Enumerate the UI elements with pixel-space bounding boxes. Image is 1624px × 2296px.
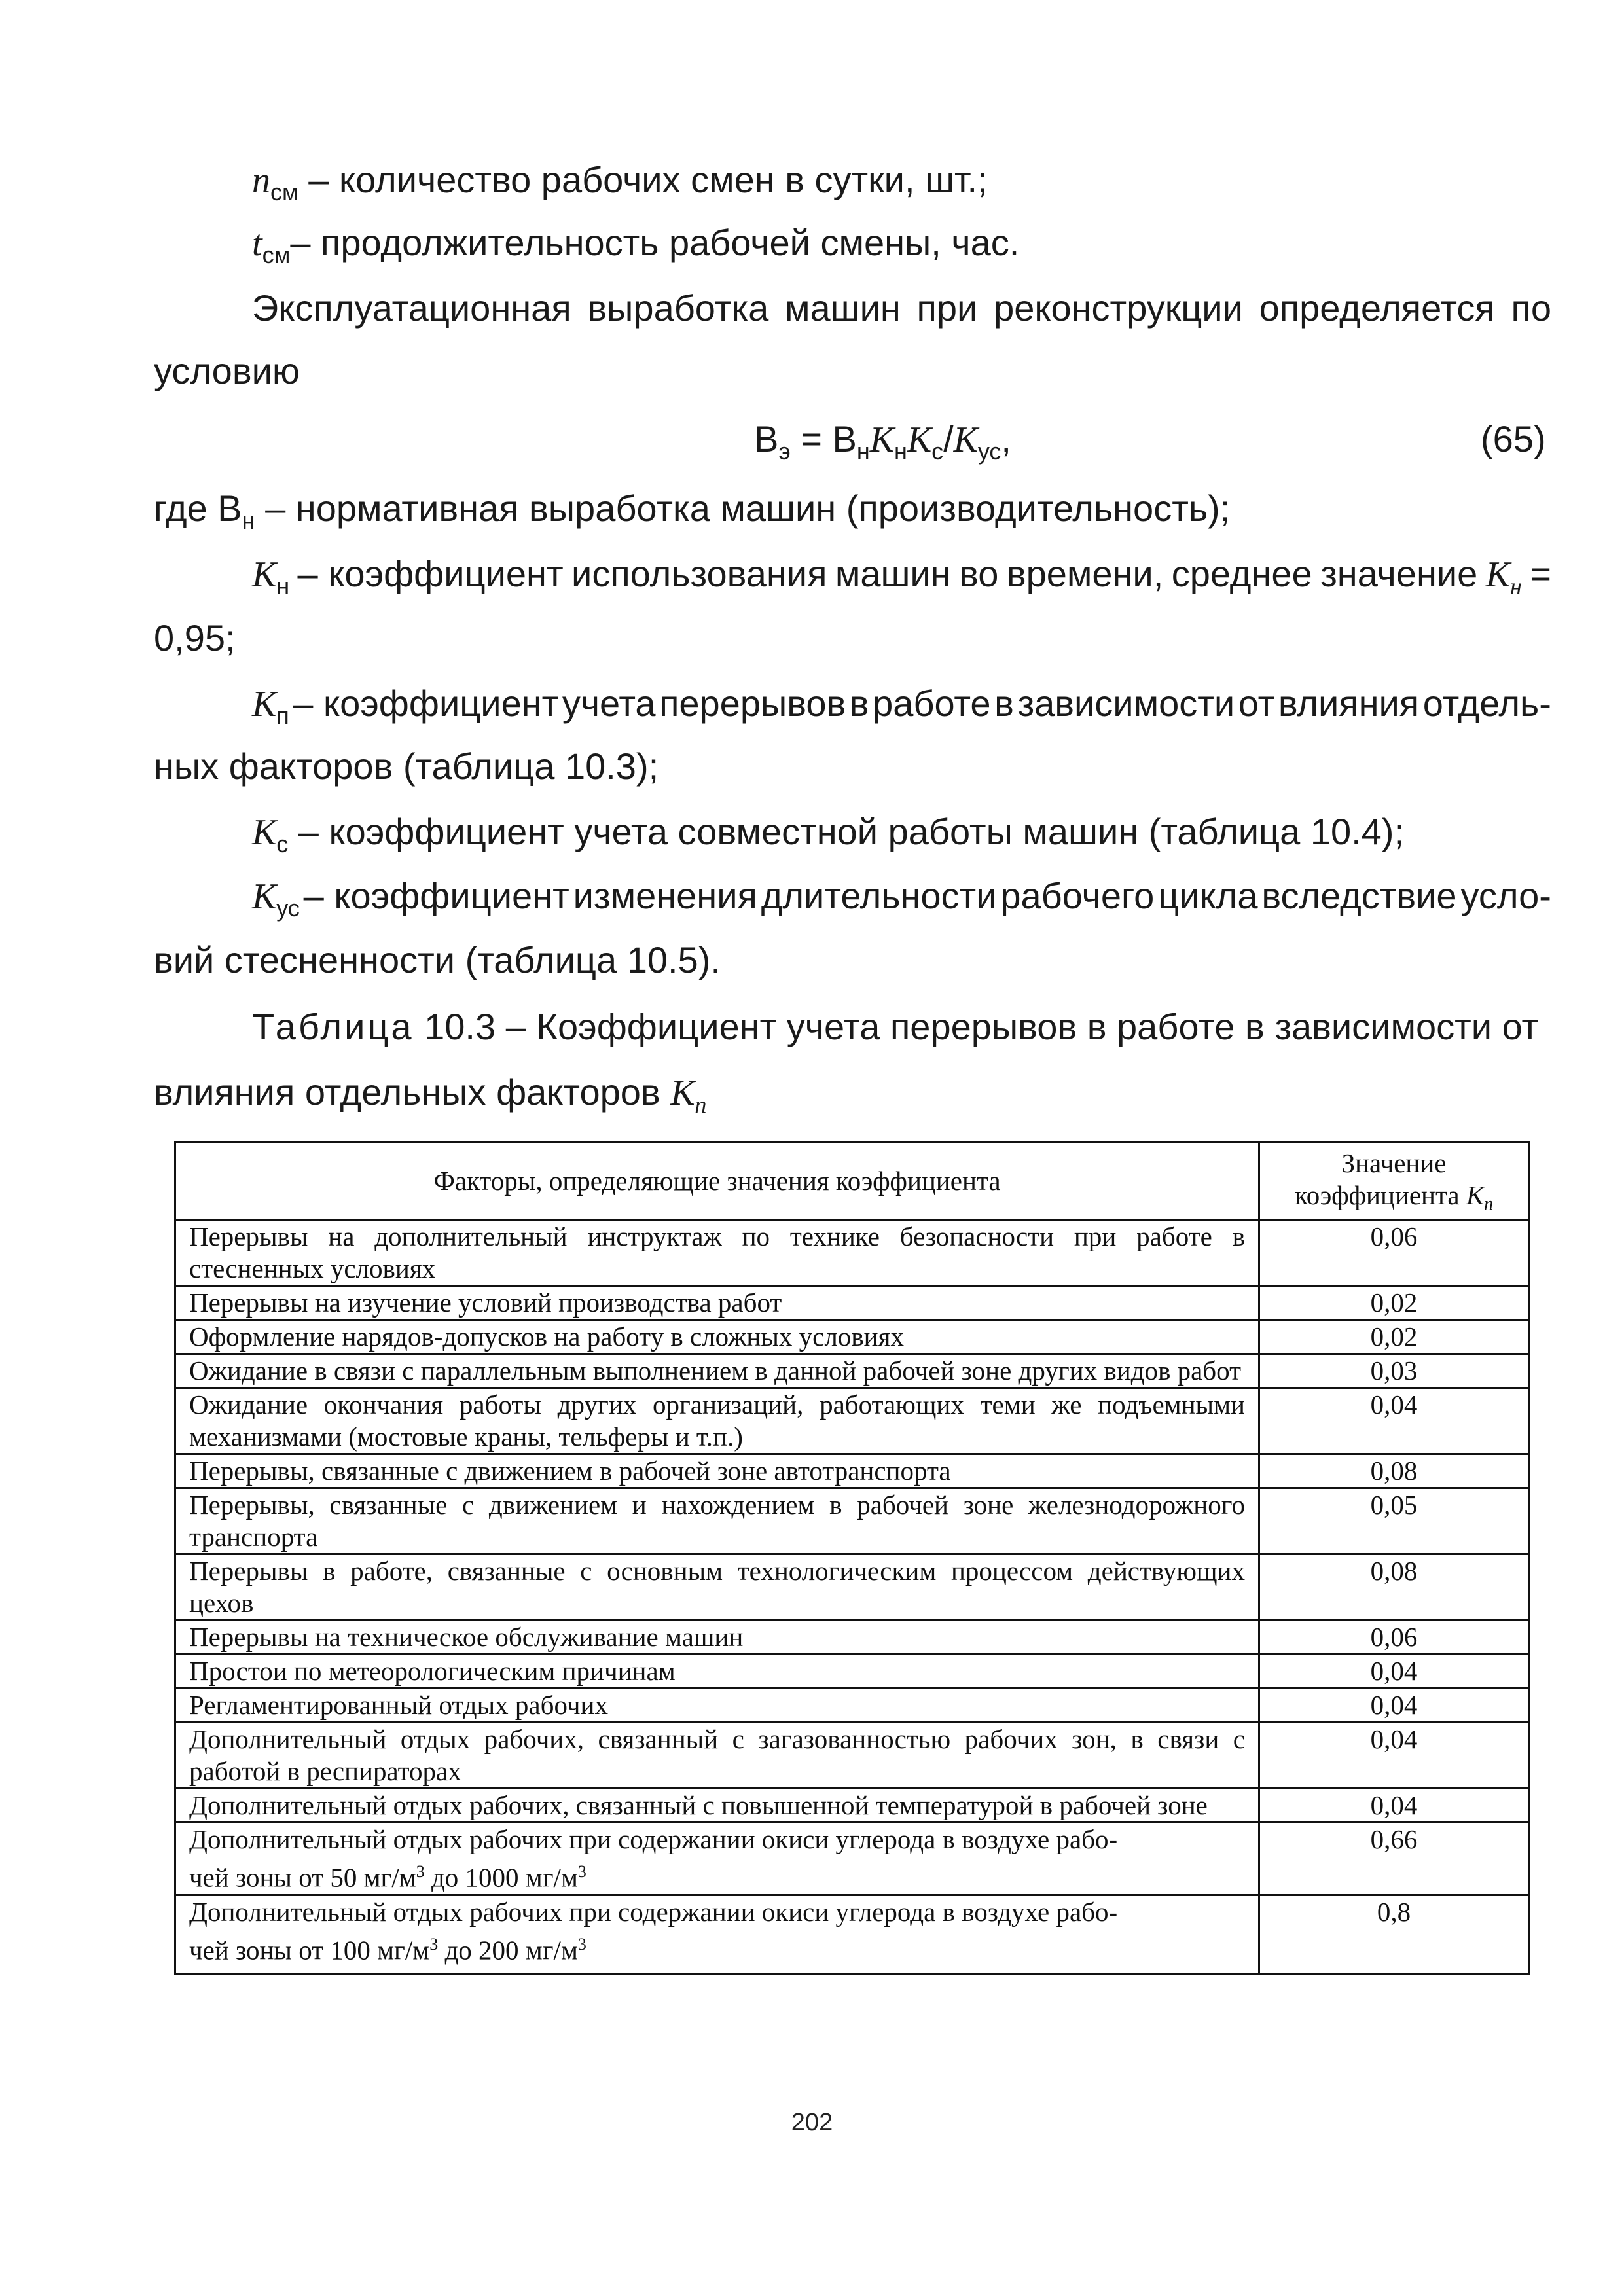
table-row bbox=[175, 1286, 1529, 1320]
word: во bbox=[959, 553, 999, 594]
factor-cell: Перерывы на дополнительный инструктаж по технике безопасности при работе в стесненных условиях bbox=[175, 1220, 1259, 1286]
word: влияния bbox=[1278, 683, 1420, 724]
superscript: 3 bbox=[577, 1862, 586, 1881]
value-cell: 0,02 bbox=[1259, 1320, 1529, 1354]
variable-subscript: ус bbox=[276, 895, 300, 922]
formula-symbol: , bbox=[1001, 418, 1011, 459]
word: в bbox=[849, 683, 869, 724]
table-row bbox=[175, 1723, 1529, 1789]
variable-kn bbox=[1486, 551, 1522, 601]
definition-text: – коэффициент учета совместной работы машин (таблица 10.4); bbox=[288, 811, 1405, 852]
variable-kn bbox=[252, 551, 289, 601]
table-row bbox=[175, 1488, 1529, 1554]
formula-subscript: ус bbox=[977, 438, 1001, 465]
word: в bbox=[994, 683, 1014, 724]
factor-text: до 200 мг/м bbox=[438, 1935, 578, 1965]
value-cell: 0,06 bbox=[1259, 1621, 1529, 1655]
table-row bbox=[175, 1220, 1529, 1286]
header-value-line2: коэффициента bbox=[1294, 1180, 1466, 1210]
variable-symbol: К bbox=[252, 812, 277, 853]
table-row bbox=[175, 1655, 1529, 1689]
word: выработка bbox=[587, 287, 769, 329]
variable-kus bbox=[252, 873, 300, 924]
formula-subscript: н bbox=[893, 438, 907, 465]
word: определяется bbox=[1259, 287, 1495, 329]
table-row bbox=[175, 1320, 1529, 1354]
paragraph-line: вий стесненности (таблица 10.5). bbox=[154, 939, 721, 980]
word: – коэффициент bbox=[303, 875, 569, 916]
variable-subscript: п bbox=[276, 702, 289, 729]
variable-subscript: п bbox=[1484, 1194, 1494, 1214]
variable-symbol: К bbox=[1485, 554, 1510, 595]
word: – коэффициент bbox=[293, 683, 559, 724]
factor-cell: Ожидание в связи с параллельным выполнением в данной рабочей зоне других видов работ bbox=[175, 1354, 1259, 1388]
variable-subscript: п bbox=[695, 1092, 707, 1118]
formula-symbol: / bbox=[943, 418, 954, 459]
variable-t: t bbox=[252, 223, 262, 264]
variable-symbol: К bbox=[670, 1073, 695, 1113]
paragraph-line bbox=[252, 285, 1551, 331]
word: вследствие bbox=[1261, 875, 1457, 916]
word: зависимости bbox=[1017, 683, 1235, 724]
table-row bbox=[175, 1789, 1529, 1823]
superscript: 3 bbox=[577, 1934, 586, 1954]
table-caption bbox=[252, 1004, 1538, 1050]
word: среднее bbox=[1171, 553, 1312, 594]
factor-cell: Простои по метеорологическим причинам bbox=[175, 1655, 1259, 1689]
value-cell: 0,08 bbox=[1259, 1454, 1529, 1488]
table-row bbox=[175, 1689, 1529, 1723]
variable-symbol: К bbox=[1466, 1180, 1485, 1210]
value-cell: 0,04 bbox=[1259, 1689, 1529, 1723]
word: работе bbox=[873, 683, 991, 724]
factor-cell: Перерывы, связанные с движением в рабочей зоне автотранспорта bbox=[175, 1454, 1259, 1488]
table-row bbox=[175, 1895, 1529, 1973]
superscript: 3 bbox=[429, 1934, 439, 1954]
variable-subscript: н bbox=[1509, 573, 1522, 600]
factor-cell: Дополнительный отдых рабочих, связанный с повышенной температурой в рабочей зоне bbox=[175, 1789, 1259, 1823]
formula-subscript: с bbox=[931, 438, 944, 465]
word: машин bbox=[835, 553, 951, 594]
formula-subscript: э bbox=[778, 438, 791, 465]
definition-kn bbox=[252, 551, 1551, 601]
factor-text: до 1000 мг/м bbox=[424, 1862, 578, 1893]
factor-cell bbox=[175, 1823, 1259, 1895]
word: длительности bbox=[761, 875, 997, 916]
superscript: 3 bbox=[416, 1862, 425, 1881]
value-cell: 0,04 bbox=[1259, 1789, 1529, 1823]
definition-t-shift bbox=[252, 220, 1019, 270]
formula-number: (65) bbox=[1481, 418, 1546, 459]
formula-symbol: В bbox=[754, 418, 779, 459]
header-value-line1: Значение bbox=[1341, 1148, 1447, 1178]
value-cell: 0,04 bbox=[1259, 1655, 1529, 1689]
word: машин bbox=[785, 287, 901, 329]
value-cell: 0,03 bbox=[1259, 1354, 1529, 1388]
factor-cell: Перерывы на техническое обслуживание машин bbox=[175, 1621, 1259, 1655]
word: цикла bbox=[1158, 875, 1258, 916]
variable-subscript: с bbox=[276, 831, 289, 857]
variable-subscript: н bbox=[242, 507, 255, 534]
value-cell: 0,04 bbox=[1259, 1388, 1529, 1454]
value-cell: 0,06 bbox=[1259, 1220, 1529, 1286]
value-cell: 0,8 bbox=[1259, 1895, 1529, 1973]
word: перерывов bbox=[659, 683, 846, 724]
variable-kp bbox=[252, 681, 289, 731]
factor-cell bbox=[175, 1895, 1259, 1973]
factor-cell: Перерывы в работе, связанные с основным технологическим процессом действующих цехов bbox=[175, 1554, 1259, 1621]
word: значение bbox=[1320, 553, 1478, 594]
formula-subscript: н bbox=[856, 438, 870, 465]
factor-cell: Ожидание окончания работы других организаций, работающих теми же подъемными механизмами (мостовые краны, тельферы и т.п.) bbox=[175, 1388, 1259, 1454]
word: использования bbox=[571, 553, 827, 594]
table-body-tail bbox=[175, 1823, 1529, 1974]
variable-subscript: см bbox=[270, 179, 298, 206]
table-row bbox=[175, 1621, 1529, 1655]
word: по bbox=[1511, 287, 1551, 329]
header-value bbox=[1259, 1143, 1529, 1220]
caption-label: Таблица bbox=[252, 1006, 414, 1047]
coefficient-table-container bbox=[174, 1141, 1528, 1975]
word: рабочего bbox=[1000, 875, 1155, 916]
caption-text: 10.3 – Коэффициент учета перерывов в работе в зависимости от bbox=[414, 1006, 1539, 1047]
word: времени, bbox=[1006, 553, 1164, 594]
definition-vn bbox=[154, 486, 1230, 536]
definition-kc bbox=[252, 809, 1404, 859]
variable-subscript: см bbox=[262, 242, 291, 268]
value-cell: 0,04 bbox=[1259, 1723, 1529, 1789]
word: – коэффициент bbox=[297, 553, 564, 594]
definition-text: где В bbox=[154, 488, 242, 529]
word: учета bbox=[562, 683, 656, 724]
factor-text: Дополнительный отдых рабочих при содержании окиси углерода в воздухе рабо- bbox=[189, 1896, 1118, 1927]
paragraph-line: условию bbox=[154, 350, 300, 391]
table-row bbox=[175, 1823, 1529, 1895]
paragraph-line: ных факторов (таблица 10.3); bbox=[154, 745, 659, 787]
value-cell: 0,66 bbox=[1259, 1823, 1529, 1895]
factor-text: чей зоны от 100 мг/м bbox=[189, 1935, 430, 1965]
factor-text: Дополнительный отдых рабочих при содержании окиси углерода в воздухе рабо- bbox=[189, 1824, 1118, 1854]
formula-symbol: К bbox=[907, 420, 932, 460]
word: усло- bbox=[1460, 875, 1551, 916]
variable-subscript: н bbox=[276, 573, 290, 600]
formula-symbol: К bbox=[869, 420, 894, 460]
factor-text: чей зоны от 50 мг/м bbox=[189, 1862, 416, 1893]
factor-cell: Дополнительный отдых рабочих, связанный с загазованностью рабочих зон, в связи с работой в респираторах bbox=[175, 1723, 1259, 1789]
word: = bbox=[1530, 553, 1551, 594]
definition-kus bbox=[252, 873, 1551, 924]
formula bbox=[754, 416, 1011, 467]
value-cell: 0,02 bbox=[1259, 1286, 1529, 1320]
variable-symbol: К bbox=[252, 554, 277, 595]
page-number: 202 bbox=[791, 2109, 833, 2136]
formula-symbol: К bbox=[953, 420, 978, 460]
caption-text: влияния отдельных факторов bbox=[154, 1071, 671, 1113]
table-row bbox=[175, 1354, 1529, 1388]
coefficient-table bbox=[174, 1141, 1530, 1975]
factor-cell: Регламентированный отдых рабочих bbox=[175, 1689, 1259, 1723]
definition-text: – количество рабочих смен в сутки, шт.; bbox=[298, 159, 988, 200]
table-caption-line2 bbox=[154, 1069, 706, 1120]
definition-n-shifts bbox=[252, 157, 988, 207]
table-row bbox=[175, 1454, 1529, 1488]
factor-cell: Перерывы, связанные с движением и нахождением в рабочей зоне железнодорожного транспорта bbox=[175, 1488, 1259, 1554]
word: изменения bbox=[573, 875, 757, 916]
definition-text: – нормативная выработка машин (производительность); bbox=[255, 488, 1231, 529]
word: от bbox=[1238, 683, 1275, 724]
definition-kp bbox=[252, 681, 1551, 731]
table-row bbox=[175, 1554, 1529, 1621]
table-body bbox=[175, 1220, 1529, 1823]
formula-symbol: = В bbox=[790, 418, 857, 459]
factor-cell: Оформление нарядов-допусков на работу в сложных условиях bbox=[175, 1320, 1259, 1354]
header-factors: Факторы, определяющие значения коэффициента bbox=[175, 1143, 1259, 1220]
variable-symbol: К bbox=[252, 684, 277, 725]
value-cell: 0,08 bbox=[1259, 1554, 1529, 1621]
factor-cell: Перерывы на изучение условий производства работ bbox=[175, 1286, 1259, 1320]
word: Эксплуатационная bbox=[252, 287, 571, 329]
paragraph-line: 0,95; bbox=[154, 617, 236, 658]
value-cell: 0,05 bbox=[1259, 1488, 1529, 1554]
word: отдель- bbox=[1422, 683, 1551, 724]
word: реконструкции bbox=[994, 287, 1243, 329]
variable-n: n bbox=[252, 160, 270, 201]
table-row bbox=[175, 1388, 1529, 1454]
variable-symbol: К bbox=[252, 876, 277, 917]
word: при bbox=[916, 287, 978, 329]
definition-text: – продолжительность рабочей смены, час. bbox=[290, 222, 1020, 263]
table-header-row bbox=[175, 1143, 1529, 1220]
